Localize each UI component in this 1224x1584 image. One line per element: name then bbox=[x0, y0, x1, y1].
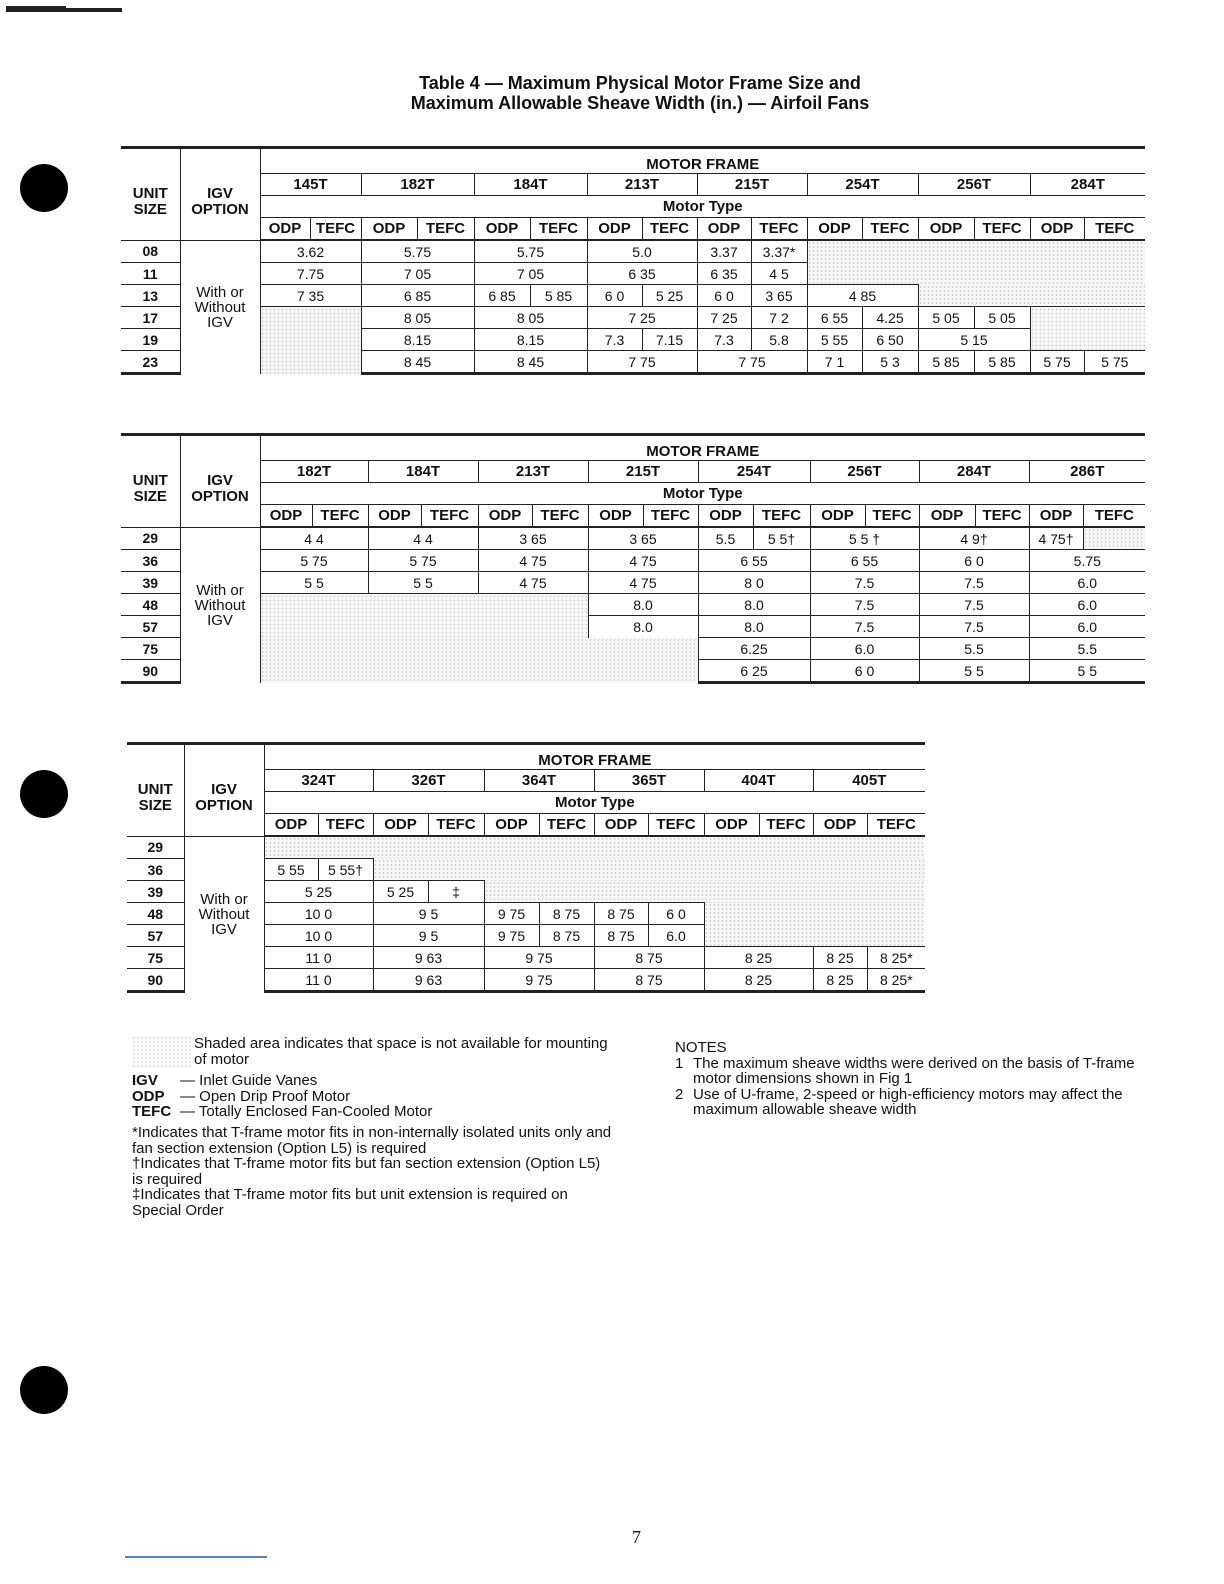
value-cell: 6 50 bbox=[862, 329, 918, 351]
page-number: 7 bbox=[632, 1527, 641, 1547]
value-cell: 7.5 bbox=[810, 572, 919, 594]
value-cell: 8 75 bbox=[594, 947, 704, 969]
motor-frame-table-2 bbox=[121, 433, 1145, 684]
value-cell: 6 35 bbox=[587, 263, 697, 285]
unit-size-cell: 13 bbox=[121, 285, 180, 307]
value-cell: 7 25 bbox=[697, 307, 751, 329]
value-cell: 9 63 bbox=[373, 947, 484, 969]
value-cell: 6.25 bbox=[698, 638, 810, 660]
motor-type-header: Motor Type bbox=[260, 196, 1145, 218]
value-cell: 5.0 bbox=[587, 240, 697, 263]
value-cell: 7.5 bbox=[919, 616, 1029, 638]
value-cell: 8.15 bbox=[474, 329, 587, 351]
unit-size-cell: 36 bbox=[121, 550, 180, 572]
value-cell: 9 75 bbox=[484, 947, 594, 969]
shaded-area-note: Shaded area indicates that space is not available for mounting of motor bbox=[194, 1035, 608, 1068]
igv-option-cell: With or Without IGV bbox=[184, 836, 264, 992]
abbreviation-value: — Inlet Guide Vanes bbox=[180, 1072, 318, 1089]
odp-header: ODP bbox=[813, 814, 867, 837]
value-cell: 6 0 bbox=[810, 660, 919, 683]
value-cell: 7 25 bbox=[587, 307, 697, 329]
value-cell: 4 75† bbox=[1029, 527, 1083, 550]
note-item bbox=[675, 1087, 1155, 1118]
odp-header: ODP bbox=[810, 505, 865, 528]
footnote-dagger: †Indicates that T-frame motor fits but fan section extension (Option L5) is required bbox=[132, 1155, 601, 1188]
odp-header: ODP bbox=[484, 814, 539, 837]
value-cell: 5 5 bbox=[919, 660, 1029, 683]
footnote-double-dagger: ‡Indicates that T-frame motor fits but unit extension is required on Special Order bbox=[132, 1186, 568, 1219]
odp-header: ODP bbox=[919, 505, 975, 528]
value-cell: 8.0 bbox=[588, 594, 698, 616]
value-cell: 8 05 bbox=[474, 307, 587, 329]
frame-header: 213T bbox=[478, 461, 588, 483]
value-cell: 9 5 bbox=[373, 925, 484, 947]
frame-header: 405T bbox=[813, 770, 925, 792]
value-cell: 6.0 bbox=[1029, 616, 1145, 638]
tefc-header: TEFC bbox=[751, 218, 807, 241]
tefc-header: TEFC bbox=[867, 814, 925, 837]
odp-header: ODP bbox=[588, 505, 643, 528]
binder-hole-mark bbox=[20, 164, 68, 212]
value-cell: 5 5 bbox=[260, 572, 368, 594]
table-row bbox=[121, 285, 1145, 307]
value-cell: 7.75 bbox=[260, 263, 361, 285]
value-cell: 4 9† bbox=[919, 527, 1029, 550]
value-cell: 5 15 bbox=[918, 329, 1030, 351]
shaded-area bbox=[260, 307, 361, 374]
shaded-area bbox=[484, 881, 925, 903]
shaded-area bbox=[373, 859, 925, 881]
unit-size-cell: 39 bbox=[127, 881, 184, 903]
abbreviation-key: IGV bbox=[132, 1072, 158, 1089]
unit-size-cell: 19 bbox=[121, 329, 180, 351]
frame-header: 326T bbox=[373, 770, 484, 792]
odp-header: ODP bbox=[1030, 218, 1084, 241]
value-cell: 4 4 bbox=[368, 527, 478, 550]
tefc-header: TEFC bbox=[753, 505, 810, 528]
odp-header: ODP bbox=[587, 218, 642, 241]
motor-frame-header: MOTOR FRAME bbox=[260, 148, 1145, 174]
value-cell: 8 05 bbox=[361, 307, 474, 329]
unit-size-cell: 29 bbox=[121, 527, 180, 550]
value-cell: 6 85 bbox=[361, 285, 474, 307]
value-cell: 7.3 bbox=[587, 329, 642, 351]
unit-size-cell: 57 bbox=[127, 925, 184, 947]
value-cell: 8 45 bbox=[361, 351, 474, 374]
value-cell: 5 5 bbox=[1029, 660, 1145, 683]
frame-header: 365T bbox=[594, 770, 704, 792]
value-cell: 5 75 bbox=[1084, 351, 1145, 374]
value-cell: 5.75 bbox=[474, 240, 587, 263]
shaded-area bbox=[918, 285, 1145, 307]
table-row bbox=[121, 550, 1145, 572]
frame-header: 364T bbox=[484, 770, 594, 792]
value-cell: 8 25 bbox=[813, 969, 867, 992]
odp-header: ODP bbox=[368, 505, 421, 528]
value-cell: 7 35 bbox=[260, 285, 361, 307]
abbreviation-value: — Open Drip Proof Motor bbox=[180, 1088, 351, 1105]
value-cell: 7.5 bbox=[919, 572, 1029, 594]
unit-size-cell: 75 bbox=[127, 947, 184, 969]
value-cell: 5.5 bbox=[1029, 638, 1145, 660]
unit-size-header: UNIT SIZE bbox=[137, 781, 173, 815]
motor-frame-table-3 bbox=[127, 742, 925, 993]
tefc-header: TEFC bbox=[312, 505, 368, 528]
tefc-header: TEFC bbox=[643, 505, 698, 528]
value-cell: 5 75 bbox=[368, 550, 478, 572]
value-cell: 8.0 bbox=[698, 616, 810, 638]
note-item bbox=[675, 1056, 1155, 1087]
value-cell: 3 65 bbox=[588, 527, 698, 550]
value-cell: 7.5 bbox=[810, 616, 919, 638]
value-cell: 4 75 bbox=[478, 572, 588, 594]
value-cell: 7.5 bbox=[919, 594, 1029, 616]
table-row bbox=[121, 572, 1145, 594]
abbreviation-key: ODP bbox=[132, 1088, 165, 1105]
frame-header: 254T bbox=[698, 461, 810, 483]
odp-header: ODP bbox=[918, 218, 974, 241]
value-cell: 5 75 bbox=[260, 550, 368, 572]
tefc-header: TEFC bbox=[975, 505, 1029, 528]
frame-header: 184T bbox=[474, 174, 587, 196]
value-cell: 6 0 bbox=[697, 285, 751, 307]
note-text: Use of U-frame, 2-speed or high-efficiency motors may affect the maximum allowable sheave width bbox=[693, 1085, 1123, 1118]
unit-size-cell: 90 bbox=[127, 969, 184, 992]
frame-header: 145T bbox=[260, 174, 361, 196]
igv-option-header: IGV OPTION bbox=[180, 148, 260, 241]
tefc-header: TEFC bbox=[421, 505, 478, 528]
value-cell: 5 25 bbox=[373, 881, 428, 903]
igv-option-cell: With or Without IGV bbox=[180, 240, 260, 374]
unit-size-cell: 11 bbox=[121, 263, 180, 285]
value-cell: 5.5 bbox=[698, 527, 753, 550]
tefc-header: TEFC bbox=[310, 218, 361, 241]
unit-size-cell: 23 bbox=[121, 351, 180, 374]
value-cell: 9 5 bbox=[373, 903, 484, 925]
title-line-2: Maximum Allowable Sheave Width (in.) — Airfoil Fans bbox=[410, 93, 870, 113]
value-cell: 8 0 bbox=[698, 572, 810, 594]
odp-header: ODP bbox=[704, 814, 759, 837]
motor-type-header: Motor Type bbox=[264, 792, 925, 814]
value-cell: 4 75 bbox=[588, 550, 698, 572]
motor-frame-header: MOTOR FRAME bbox=[260, 435, 1145, 461]
table-row bbox=[121, 527, 1145, 550]
value-cell: 8.0 bbox=[588, 616, 698, 638]
value-cell: 6 25 bbox=[698, 660, 810, 683]
tefc-header: TEFC bbox=[759, 814, 813, 837]
value-cell: 8 75 bbox=[594, 903, 648, 925]
unit-size-header: UNIT SIZE bbox=[132, 185, 168, 219]
value-cell: 7 2 bbox=[751, 307, 807, 329]
shaded-area bbox=[1030, 307, 1145, 351]
frame-header: 324T bbox=[264, 770, 373, 792]
value-cell: 5 25 bbox=[642, 285, 697, 307]
value-cell: 6.0 bbox=[648, 925, 704, 947]
value-cell: 8 25* bbox=[867, 947, 925, 969]
value-cell: 7.3 bbox=[697, 329, 751, 351]
value-cell: 5 25 bbox=[264, 881, 373, 903]
frame-header: 256T bbox=[810, 461, 919, 483]
value-cell: 4.25 bbox=[862, 307, 918, 329]
shaded-area bbox=[260, 638, 698, 683]
value-cell: 5.75 bbox=[361, 240, 474, 263]
binder-hole-mark bbox=[20, 1366, 68, 1414]
table-title bbox=[300, 73, 980, 113]
value-cell: 3.37 bbox=[697, 240, 751, 263]
value-cell: 4 5 bbox=[751, 263, 807, 285]
frame-header: 286T bbox=[1029, 461, 1145, 483]
odp-header: ODP bbox=[697, 218, 751, 241]
shaded-area bbox=[260, 594, 588, 638]
value-cell: 10 0 bbox=[264, 903, 373, 925]
igv-option-cell: With or Without IGV bbox=[180, 527, 260, 683]
unit-size-cell: 29 bbox=[127, 836, 184, 859]
igv-option-header: IGV OPTION bbox=[180, 435, 260, 528]
value-cell: 5 5 bbox=[368, 572, 478, 594]
motor-frame-header: MOTOR FRAME bbox=[264, 744, 925, 770]
tefc-header: TEFC bbox=[648, 814, 704, 837]
value-cell: 8 25 bbox=[704, 969, 813, 992]
value-cell: 7 05 bbox=[361, 263, 474, 285]
value-cell: 9 63 bbox=[373, 969, 484, 992]
tefc-header: TEFC bbox=[417, 218, 474, 241]
frame-header: 182T bbox=[361, 174, 474, 196]
value-cell: 5 3 bbox=[862, 351, 918, 374]
value-cell: 7 75 bbox=[697, 351, 807, 374]
value-cell: 8 25 bbox=[704, 947, 813, 969]
table-row bbox=[121, 307, 1145, 329]
odp-header: ODP bbox=[1029, 505, 1083, 528]
value-cell: 8 75 bbox=[539, 925, 594, 947]
value-cell: 6.0 bbox=[1029, 572, 1145, 594]
tefc-header: TEFC bbox=[974, 218, 1030, 241]
unit-size-header: UNIT SIZE bbox=[132, 472, 168, 506]
unit-size-cell: 57 bbox=[121, 616, 180, 638]
table-row bbox=[121, 240, 1145, 263]
unit-size-cell: 90 bbox=[121, 660, 180, 683]
value-cell: 8 75 bbox=[594, 925, 648, 947]
shaded-swatch bbox=[132, 1036, 192, 1068]
value-cell: 8.15 bbox=[361, 329, 474, 351]
value-cell: 6 0 bbox=[587, 285, 642, 307]
frame-header: 404T bbox=[704, 770, 813, 792]
tefc-header: TEFC bbox=[532, 505, 588, 528]
value-cell: 5.8 bbox=[751, 329, 807, 351]
value-cell: 7 75 bbox=[587, 351, 697, 374]
value-cell: 9 75 bbox=[484, 925, 539, 947]
value-cell: 7.5 bbox=[810, 594, 919, 616]
igv-option-header: IGV OPTION bbox=[184, 744, 264, 837]
frame-header: 254T bbox=[807, 174, 918, 196]
value-cell: 5 5 † bbox=[810, 527, 919, 550]
odp-header: ODP bbox=[361, 218, 417, 241]
tefc-header: TEFC bbox=[428, 814, 484, 837]
value-cell: 5 55† bbox=[318, 859, 373, 881]
tefc-header: TEFC bbox=[318, 814, 373, 837]
value-cell: 5.5 bbox=[919, 638, 1029, 660]
unit-size-cell: 48 bbox=[121, 594, 180, 616]
notes bbox=[675, 1040, 1155, 1118]
binder-hole-mark bbox=[20, 770, 68, 818]
value-cell: 6 55 bbox=[698, 550, 810, 572]
value-cell: 3 65 bbox=[751, 285, 807, 307]
tefc-header: TEFC bbox=[1083, 505, 1145, 528]
value-cell: 3.37* bbox=[751, 240, 807, 263]
frame-header: 182T bbox=[260, 461, 368, 483]
shaded-area bbox=[704, 903, 925, 947]
table-row bbox=[127, 836, 925, 859]
table-row bbox=[121, 638, 1145, 660]
frame-header: 256T bbox=[918, 174, 1030, 196]
odp-header: ODP bbox=[373, 814, 428, 837]
note-number: 2 bbox=[675, 1085, 684, 1103]
value-cell: 4 75 bbox=[588, 572, 698, 594]
value-cell: 6 55 bbox=[807, 307, 862, 329]
frame-header: 215T bbox=[697, 174, 807, 196]
odp-header: ODP bbox=[474, 218, 530, 241]
value-cell: ‡ bbox=[428, 881, 484, 903]
note-text: The maximum sheave widths were derived on the basis of T-frame motor dimensions shown in Fig 1 bbox=[693, 1054, 1135, 1087]
value-cell: 9 75 bbox=[484, 903, 539, 925]
value-cell: 8 75 bbox=[594, 969, 704, 992]
value-cell: 8 25 bbox=[813, 947, 867, 969]
odp-header: ODP bbox=[260, 505, 312, 528]
value-cell: 4 4 bbox=[260, 527, 368, 550]
frame-header: 284T bbox=[919, 461, 1029, 483]
value-cell: 8 25* bbox=[867, 969, 925, 992]
odp-header: ODP bbox=[807, 218, 862, 241]
tefc-header: TEFC bbox=[530, 218, 587, 241]
value-cell: 5 85 bbox=[530, 285, 587, 307]
unit-size-cell: 36 bbox=[127, 859, 184, 881]
shaded-area bbox=[1083, 527, 1145, 550]
tefc-header: TEFC bbox=[1084, 218, 1145, 241]
corner-rule bbox=[6, 8, 122, 12]
bottom-rule bbox=[125, 1556, 267, 1558]
table-row bbox=[121, 594, 1145, 616]
value-cell: 5 5† bbox=[753, 527, 810, 550]
value-cell: 5 55 bbox=[807, 329, 862, 351]
value-cell: 3.62 bbox=[260, 240, 361, 263]
frame-header: 184T bbox=[368, 461, 478, 483]
value-cell: 4 85 bbox=[807, 285, 918, 307]
title-line-1: Table 4 — Maximum Physical Motor Frame Size and bbox=[419, 73, 861, 93]
frame-header: 213T bbox=[587, 174, 697, 196]
value-cell: 7.15 bbox=[642, 329, 697, 351]
value-cell: 8 45 bbox=[474, 351, 587, 374]
motor-frame-table-1 bbox=[121, 146, 1145, 375]
odp-header: ODP bbox=[260, 218, 310, 241]
frame-header: 284T bbox=[1030, 174, 1145, 196]
value-cell: 9 75 bbox=[484, 969, 594, 992]
value-cell: 7 05 bbox=[474, 263, 587, 285]
unit-size-cell: 48 bbox=[127, 903, 184, 925]
value-cell: 5 85 bbox=[974, 351, 1030, 374]
value-cell: 6 55 bbox=[810, 550, 919, 572]
value-cell: 3 65 bbox=[478, 527, 588, 550]
value-cell: 5 05 bbox=[974, 307, 1030, 329]
value-cell: 6.0 bbox=[810, 638, 919, 660]
shaded-area bbox=[807, 240, 1145, 285]
unit-size-cell: 08 bbox=[121, 240, 180, 263]
value-cell: 8 75 bbox=[539, 903, 594, 925]
value-cell: 5.75 bbox=[1029, 550, 1145, 572]
unit-size-cell: 75 bbox=[121, 638, 180, 660]
odp-header: ODP bbox=[698, 505, 753, 528]
value-cell: 6 0 bbox=[919, 550, 1029, 572]
value-cell: 6 35 bbox=[697, 263, 751, 285]
value-cell: 11 0 bbox=[264, 969, 373, 992]
value-cell: 5 75 bbox=[1030, 351, 1084, 374]
value-cell: 5 85 bbox=[918, 351, 974, 374]
value-cell: 7 1 bbox=[807, 351, 862, 374]
value-cell: 5 05 bbox=[918, 307, 974, 329]
note-number: 1 bbox=[675, 1054, 684, 1072]
value-cell: 5 55 bbox=[264, 859, 318, 881]
value-cell: 11 0 bbox=[264, 947, 373, 969]
value-cell: 6 0 bbox=[648, 903, 704, 925]
tefc-header: TEFC bbox=[642, 218, 697, 241]
motor-type-header: Motor Type bbox=[260, 483, 1145, 505]
unit-size-cell: 39 bbox=[121, 572, 180, 594]
tefc-header: TEFC bbox=[862, 218, 918, 241]
value-cell: 6 85 bbox=[474, 285, 530, 307]
abbreviation-value: — Totally Enclosed Fan-Cooled Motor bbox=[180, 1103, 433, 1120]
notes-heading: NOTES bbox=[675, 1039, 727, 1056]
value-cell: 6.0 bbox=[1029, 594, 1145, 616]
odp-header: ODP bbox=[478, 505, 532, 528]
abbreviation-key: TEFC bbox=[132, 1103, 172, 1120]
value-cell: 8.0 bbox=[698, 594, 810, 616]
frame-header: 215T bbox=[588, 461, 698, 483]
odp-header: ODP bbox=[594, 814, 648, 837]
value-cell: 4 75 bbox=[478, 550, 588, 572]
unit-size-cell: 17 bbox=[121, 307, 180, 329]
footnote-asterisk: *Indicates that T-frame motor fits in non-internally isolated units only and fan section extension (Option L5) is required bbox=[132, 1124, 612, 1157]
value-cell: 10 0 bbox=[264, 925, 373, 947]
shaded-area bbox=[264, 836, 925, 859]
tefc-header: TEFC bbox=[865, 505, 919, 528]
odp-header: ODP bbox=[264, 814, 318, 837]
tefc-header: TEFC bbox=[539, 814, 594, 837]
